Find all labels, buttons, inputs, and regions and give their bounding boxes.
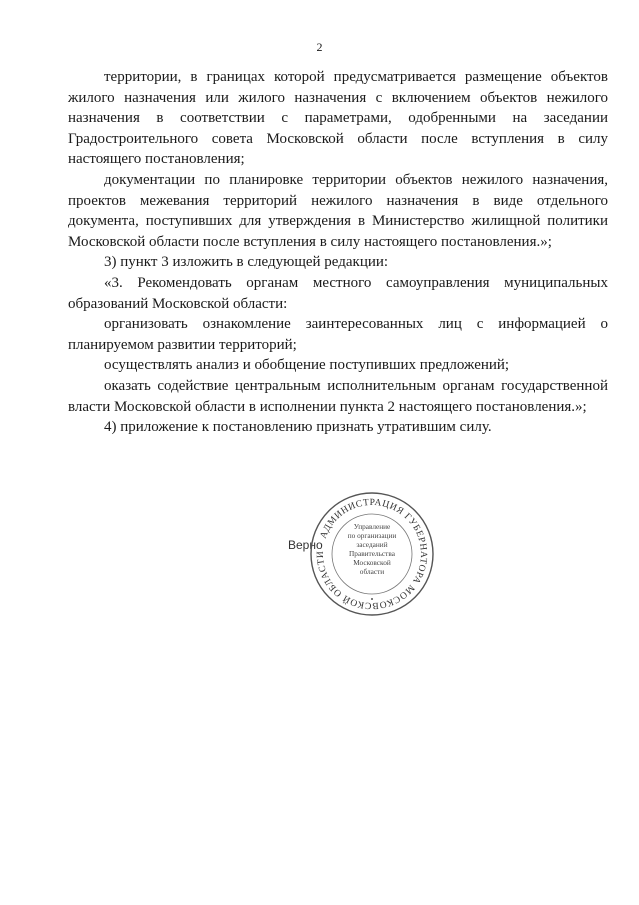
official-seal (309, 491, 435, 617)
paragraph-assistance: оказать содействие центральным исполнительным органам государственной власти Московской области в исполнении пункта 2 настоящего постановления.»; (68, 377, 608, 415)
paragraph-item-4-annex: 4) приложение к постановлению признать утратившим силу. (104, 419, 492, 436)
paragraph-territory-clause: территории, в границах которой предусматривается размещение объектов жилого назначения или жилого назначения с включением объектов нежилого назначения в соответствии с параметрами, одобренными на заседании Градостроительного совета Московской области после вступления в силу настоящего постановления; (68, 69, 608, 168)
certification-stamp (288, 491, 448, 621)
paragraph-item-3-amendment: 3) пункт 3 изложить в следующей редакции: (104, 254, 389, 271)
seal-line: Московской (353, 557, 391, 567)
paragraph-recommendation: «3. Рекомендовать органам местного самоуправления муниципальных образований Московской области: (68, 274, 608, 312)
document-body (68, 67, 608, 438)
verno-label: Верно (288, 538, 323, 552)
seal-line: по организации (347, 530, 397, 540)
seal-line: Правительства (349, 548, 395, 558)
seal-ring-text: АДМИНИСТРАЦИЯ ГУБЕРНАТОРА МОСКОВСКОЙ ОБЛАСТИ (315, 497, 429, 611)
seal-inner-text (335, 523, 409, 576)
seal-line: области (359, 566, 385, 576)
paragraph-analysis: осуществлять анализ и обобщение поступивших предложений; (104, 357, 510, 374)
seal-line: заседаний (356, 539, 388, 549)
seal-line: Управление (353, 522, 391, 531)
paragraph-documentation-clause: документации по планировке территории объектов нежилого назначения, проектов межевания территорий нежилого назначения в виде отдельного документа, поступивших для утверждения в Министерство жилищной политики Московской области после вступления в силу настоящего постановления.»; (68, 171, 608, 250)
paragraph-organize-familiarization: организовать ознакомление заинтересованных лиц с информацией о планируемом развитии территорий; (68, 316, 608, 353)
page-number: 2 (316, 40, 323, 54)
seal-bottom-dot (371, 598, 373, 600)
